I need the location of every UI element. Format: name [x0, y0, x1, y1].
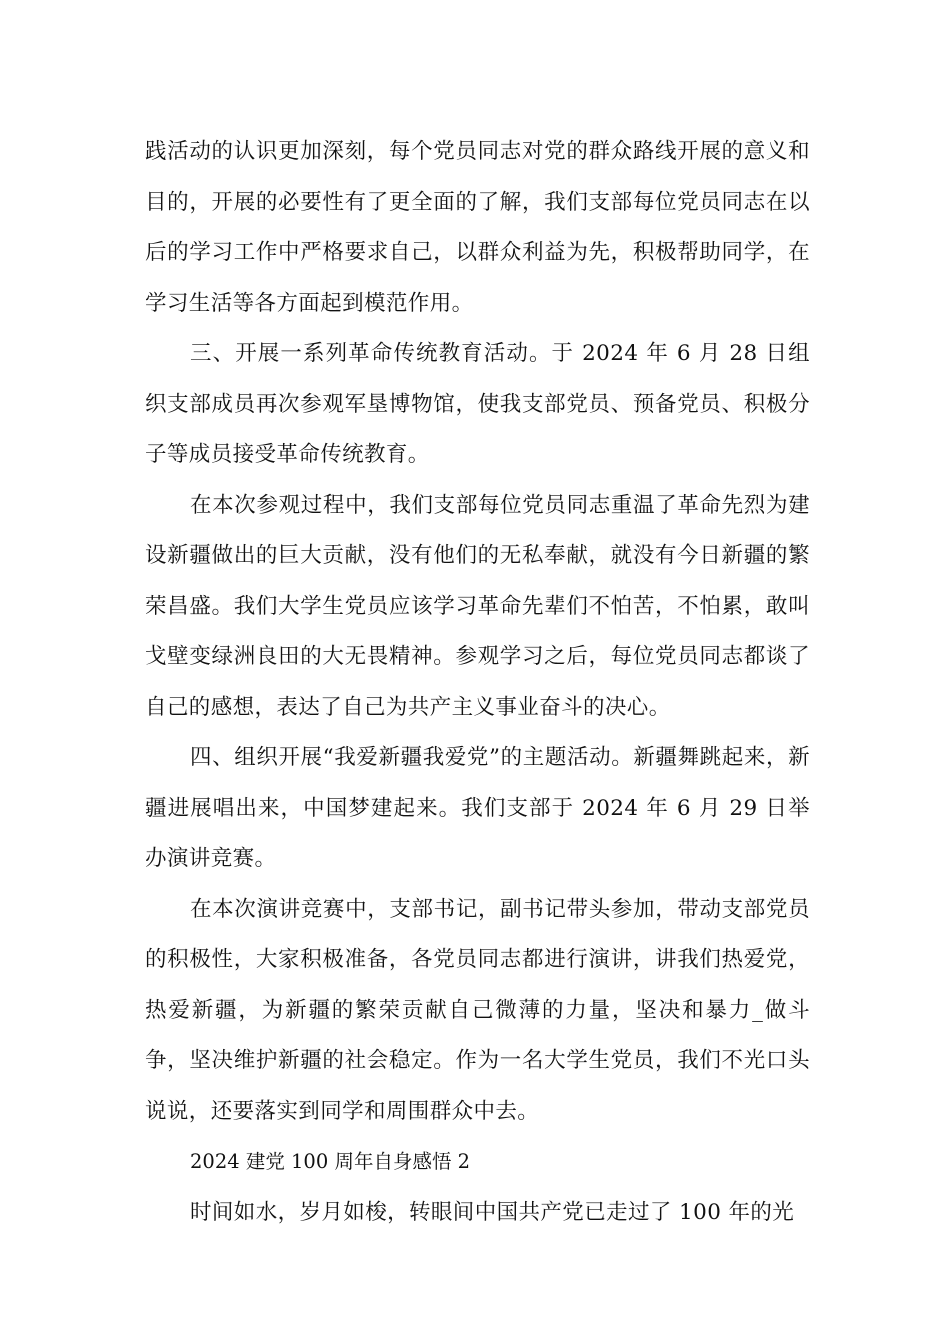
section-heading: 2024 建党 100 周年自身感悟 2 [190, 1150, 471, 1173]
paragraph-5: 在本次演讲竞赛中，支部书记，副书记带头参加，带动支部党员的积极性，大家积极准备，各党员同志都进行演讲，讲我们热爱党，热爱新疆，为新疆的繁荣贡献自己微薄的力量，坚决和暴力_做斗争，坚决维护新疆的社会稳定。作为一名大学生党员，我们不光口头说说，还要落实到同学和周围群众中去。 [145, 896, 810, 1124]
paragraph-2: 三、开展一系列革命传统教育活动。于 2024 年 6 月 28 日组织支部成员再次参观军垦博物馆，使我支部党员、预备党员、积极分子等成员接受革命传统教育。 [145, 341, 810, 467]
paragraph-3: 在本次参观过程中，我们支部每位党员同志重温了革命先烈为建设新疆做出的巨大贡献，没有他们的无私奉献，就没有今日新疆的繁荣昌盛。我们大学生党员应该学习革命先辈们不怕苦，不怕累，敢叫戈壁变绿洲良田的大无畏精神。参观学习之后，每位党员同志都谈了自己的感想，表达了自己为共产主义事业奋斗的决心。 [145, 492, 810, 720]
paragraph-4: 四、组织开展“我爱新疆我爱党”的主题活动。新疆舞跳起来，新疆进展唱出来，中国梦建起来。我们支部于 2024 年 6 月 29 日举办演讲竞赛。 [145, 745, 810, 871]
paragraph-6: 时间如水，岁月如梭，转眼间中国共产党已走过了 100 年的光 [190, 1199, 795, 1225]
paragraph-1: 践活动的认识更加深刻，每个党员同志对党的群众路线开展的意义和目的，开展的必要性有了更全面的了解，我们支部每位党员同志在以后的学习工作中严格要求自己，以群众利益为先，积极帮助同学，在学习生活等各方面起到模范作用。 [145, 139, 810, 316]
document-body [145, 127, 810, 1238]
